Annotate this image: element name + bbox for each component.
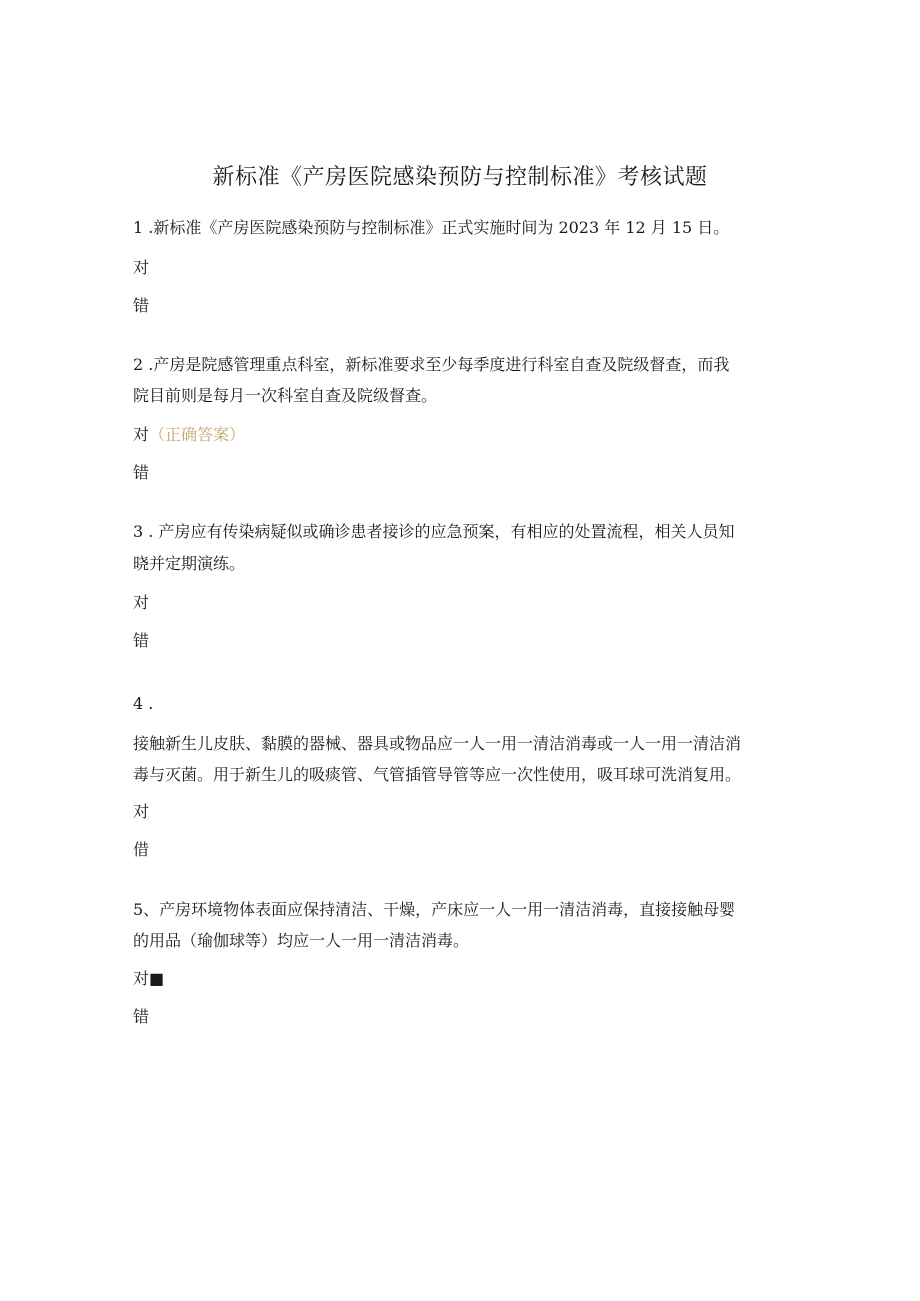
question-2-option-true-label: 对 <box>133 425 150 444</box>
document-title: 新标准《产房医院感染预防与控制标准》考核试题 <box>212 165 708 190</box>
question-4-text-line-1: 接触新生儿皮肤、黏膜的器械、器具或物品应一人一用一清洁消毒或一人一用一清洁消 <box>133 734 742 753</box>
question-2-option-false[interactable]: 错 <box>133 463 150 482</box>
question-5-text-line-2: 的用品（瑜伽球等）均应一人一用一清洁消毒。 <box>133 931 470 950</box>
question-3-option-false[interactable]: 错 <box>133 631 150 650</box>
question-2-text-line-2: 院目前则是每月一次科室自查及院级督查。 <box>133 386 438 405</box>
question-4-option-true[interactable]: 对 <box>133 802 150 821</box>
question-5-option-false[interactable]: 错 <box>133 1007 150 1026</box>
question-2-text-line-1: 2 .产房是院感管理重点科室，新标准要求至少每季度进行科室自查及院级督查，而我 <box>133 355 730 374</box>
question-1-option-false[interactable]: 错 <box>133 296 150 315</box>
question-5-option-true[interactable]: 对■ <box>133 969 165 988</box>
question-3-text-line-2: 晓并定期演练。 <box>133 554 246 573</box>
question-1-text: 1 .新标准《产房医院感染预防与控制标准》正式实施时间为 2023 年 12 月 15 日。 <box>133 218 730 237</box>
question-3-text-line-1: 3 . 产房应有传染病疑似或确诊患者接诊的应急预案，有相应的处置流程，相关人员知 <box>133 522 735 541</box>
question-4-text-line-2: 毒与灭菌。用于新生儿的吸痰管、气管插管导管等应一次性使用，吸耳球可洗消复用。 <box>133 765 742 784</box>
question-4-number: 4 . <box>133 694 154 713</box>
question-4-option-false[interactable]: 借 <box>133 840 150 859</box>
question-5-text-line-1: 5、产房环境物体表面应保持清洁、干燥，产床应一人一用一清洁消毒，直接接触母婴 <box>133 900 736 919</box>
question-2-option-true[interactable] <box>133 423 245 447</box>
question-3-option-true[interactable]: 对 <box>133 593 150 612</box>
question-1-option-true[interactable]: 对 <box>133 258 150 277</box>
correct-answer-note: （正确答案） <box>149 425 246 444</box>
